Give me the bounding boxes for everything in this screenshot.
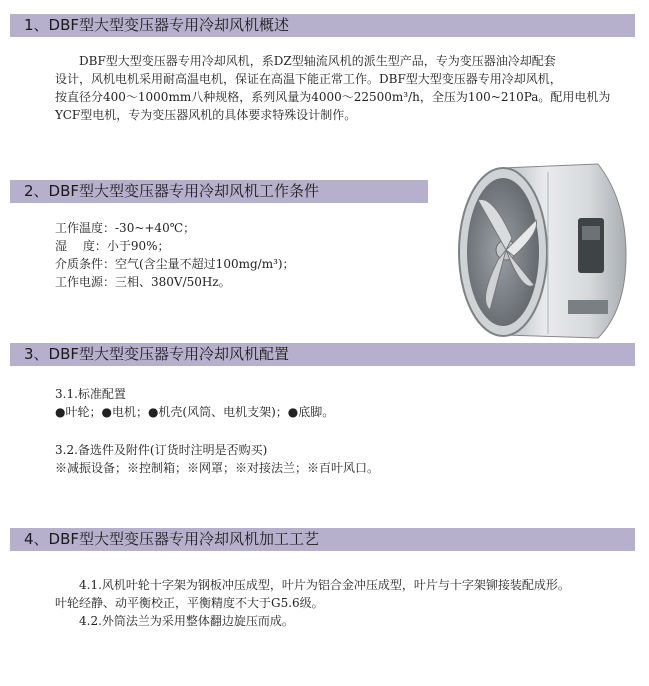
- process-line-3: 4.2.外筒法兰为采用整体翻边旋压而成。: [79, 614, 294, 628]
- standard-config-title: 3.1.标准配置: [55, 387, 126, 401]
- process-line-2: 叶轮经静、动平衡校正，平衡精度不大于G5.6级。: [55, 596, 324, 610]
- overview-paragraph: [55, 52, 635, 124]
- section-header-configuration: 3、DBF型大型变压器专用冷却风机配置: [10, 343, 635, 366]
- condition-humidity: 湿 度：小于90%；: [55, 239, 170, 253]
- condition-medium: 介质条件：空气(含尘量不超过100mg/m³)；: [55, 257, 295, 271]
- section-header-overview: 1、DBF型大型变压器专用冷却风机概述: [10, 14, 635, 37]
- axial-fan-photo: [448, 160, 638, 346]
- standard-config-items: ●叶轮；●电机；●机壳(风筒、电机支架)；●底脚。: [55, 405, 335, 419]
- conditions-list: [55, 219, 435, 291]
- overview-line-3: 按直径分400～1000mm八种规格，系列风量为4000～22500m³/h，全压为100~210Pa。配用电机为: [55, 90, 611, 104]
- condition-power: 工作电源：三相、380V/50Hz。: [55, 275, 231, 289]
- overview-line-1: DBF型大型变压器专用冷却风机，系DZ型轴流风机的派生型产品，专为变压器油冷却配套: [79, 54, 556, 68]
- configuration-block: [55, 385, 615, 477]
- optional-config-title: 3.2.备选件及附件(订货时注明是否购买): [55, 443, 268, 457]
- overview-line-2: 设计，风机电机采用耐高温电机，保证在高温下能正常工作。DBF型大型变压器专用冷却风机，: [55, 72, 562, 86]
- condition-temperature: 工作温度：-30~+40℃；: [55, 221, 196, 235]
- process-block: [55, 576, 635, 630]
- section-header-process: 4、DBF型大型变压器专用冷却风机加工工艺: [10, 528, 635, 551]
- overview-line-4: YCF型电机，专为变压器风机的具体要求特殊设计制作。: [55, 108, 357, 122]
- optional-config-items: ※减振设备；※控制箱；※网罩；※对接法兰；※百叶风口。: [55, 461, 380, 475]
- section-header-conditions: 2、DBF型大型变压器专用冷却风机工作条件: [10, 180, 428, 203]
- process-line-1: 4.1.风机叶轮十字架为钢板冲压成型，叶片为铝合金冲压成型，叶片与十字架铆接装配成形。: [79, 578, 570, 592]
